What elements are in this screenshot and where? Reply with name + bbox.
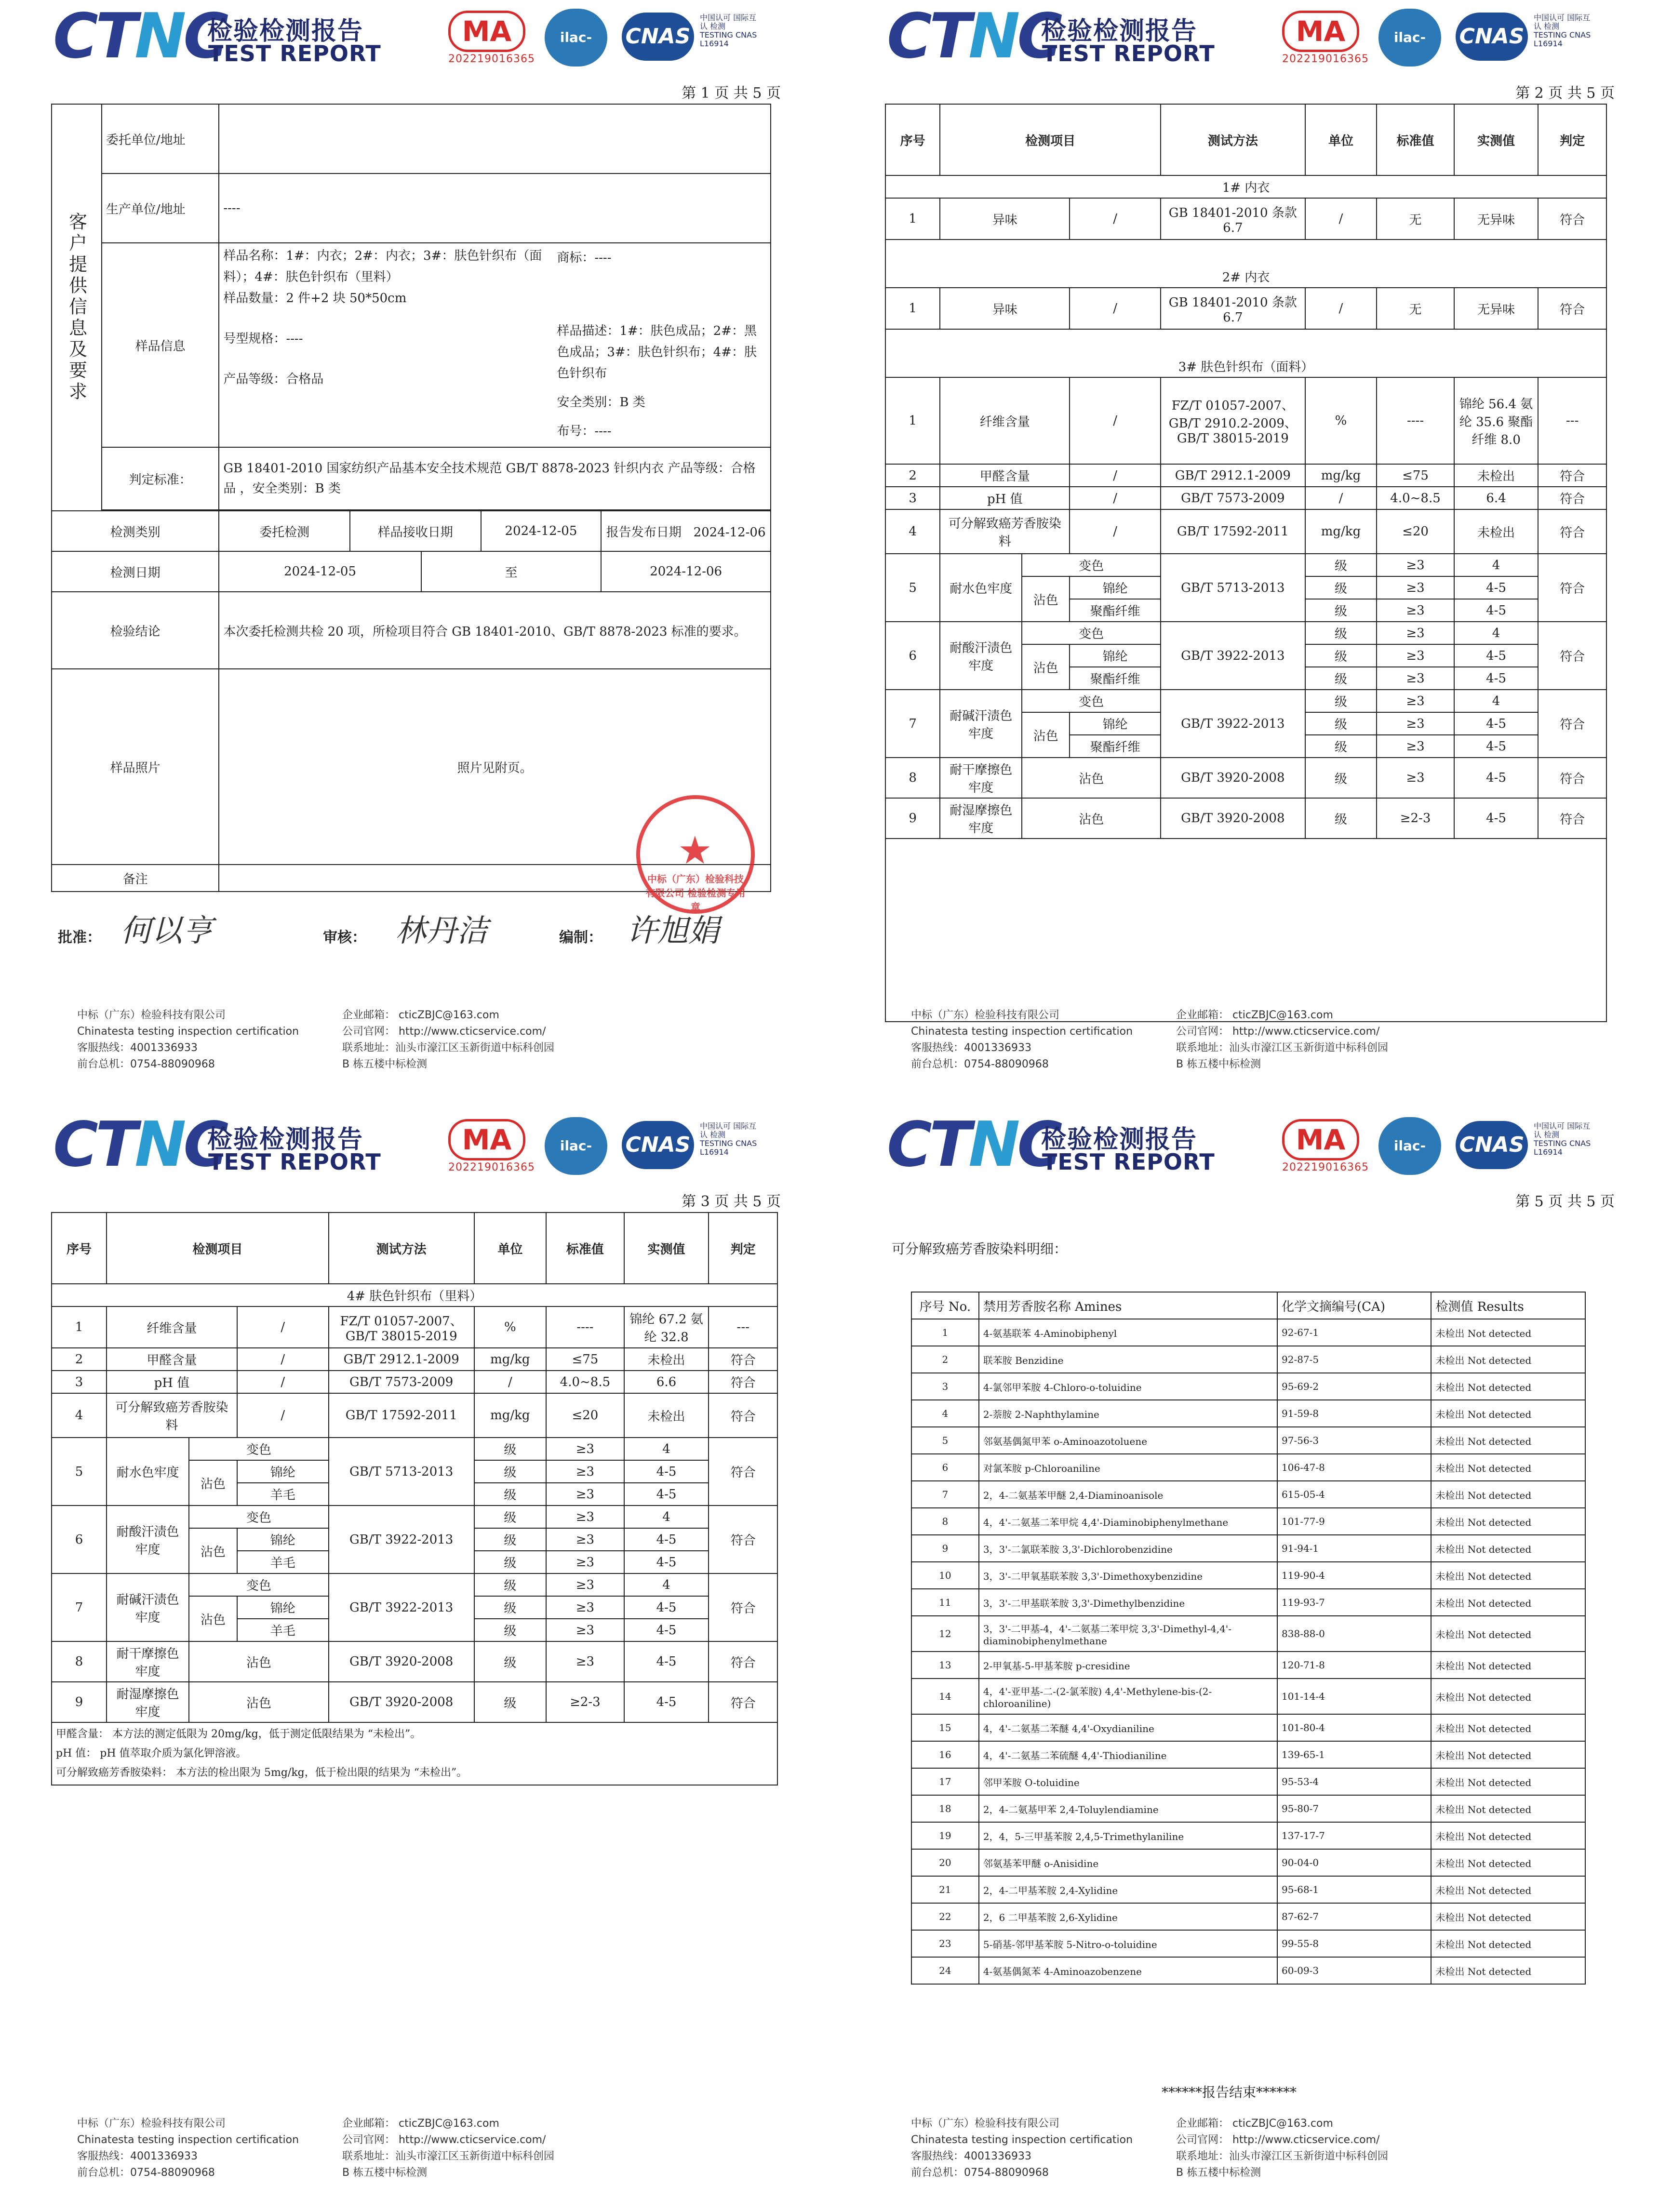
table-row: 11 3，3'-二甲基联苯胺 3,3'-Dimethylbenzidine 119-93-7 未检出 Not detected (911, 1589, 1585, 1616)
cma-number: 202219016365 (1282, 1161, 1369, 1173)
seal-star-icon: ★ (678, 828, 712, 873)
azo-intro: 可分解致癌芳香胺染料明细： (892, 1241, 1068, 1257)
cma-mark: MA (1282, 1119, 1359, 1160)
report-title-en: TEST REPORT (208, 1149, 381, 1175)
table-row: 6 对氯苯胺 p-Chloroaniline 106-47-8 未检出 Not detected (911, 1454, 1585, 1481)
ctnc-logo: CTNC (53, 1109, 226, 1181)
cma-mark: MA (448, 11, 525, 52)
report-title-cn: 检验检测报告 (1041, 17, 1198, 46)
page-number: 第 3 页 共 5 页 (682, 1193, 781, 1210)
table-row: 5 耐水色牢度 变色 GB/T 5713-2013 级 ≥3 4 符合 (52, 1438, 777, 1460)
report-title-en: TEST REPORT (1042, 1149, 1215, 1175)
cnas-mark: CNAS (622, 13, 694, 61)
table-row: 3 4-氯邻甲苯胺 4-Chloro-o-toluidine 95-69-2 未检出 Not detected (911, 1373, 1585, 1400)
cma-number: 202219016365 (1282, 53, 1369, 65)
standard-label: 判定标准： (102, 447, 219, 510)
product-grade: 产品等级：合格品 (223, 372, 324, 386)
table-row: 19 2，4，5-三甲基苯胺 2,4,5-Trimethylaniline 137-17-7 未检出 Not detected (911, 1822, 1585, 1849)
table-row: 18 2，4-二氨基甲苯 2,4-Toluylendiamine 95-80-7 未检出 Not detected (911, 1795, 1585, 1822)
conclusion-value: 本次委托检测共检 20 项，所检项目符合 GB 18401-2010、GB/T 8878-2023 标准的要求。 (219, 592, 771, 669)
sample-info-cell (219, 243, 771, 447)
cnas-mark: CNAS (1456, 13, 1528, 61)
table-row: 8 4，4'-二氨基二苯甲烷 4,4'-Diaminobiphenylmethane 101-77-9 未检出 Not detected (911, 1508, 1585, 1535)
table-row: 4 可分解致癌芳香胺染料 / GB/T 17592-2011 mg/kg ≤20 未检出 符合 (885, 509, 1606, 554)
table-row: 23 5-硝基-邻甲基苯胺 5-Nitro-o-toluidine 99-55-8 未检出 Not detected (911, 1930, 1585, 1957)
table-row: 13 2-甲氧基-5-甲基苯胺 p-cresidine 120-71-8 未检出 Not detected (911, 1652, 1585, 1679)
report-title-en: TEST REPORT (208, 40, 381, 67)
compile-signature: 许旭娟 (627, 913, 719, 949)
client-label: 委托单位/地址 (102, 104, 219, 173)
sample-4-header: 4# 肤色针织布（里料） (52, 1284, 777, 1306)
test-date-from: 2024-12-05 (219, 551, 421, 592)
trademark: 商标：---- (557, 251, 612, 265)
cma-mark: MA (1282, 11, 1359, 52)
cnas-caption: 中国认可 国际互认 检测 TESTING CNAS L16914 (700, 1121, 757, 1157)
test-date-label: 检测日期 (52, 551, 219, 592)
cnas-caption: 中国认可 国际互认 检测 TESTING CNAS L16914 (1534, 13, 1591, 48)
sample-desc: 样品描述：1#：肤色成品；2#：黑色成品；3#：肤色针织布；4#：肤色针织布 (557, 324, 757, 381)
approve-label: 批准： (58, 929, 101, 946)
seal-text: 中标（广东）检验科技有限公司 检验检测专用章 (645, 873, 746, 913)
sample-info-label: 样品信息 (102, 243, 219, 447)
table-row: 7 2，4-二氨基苯甲醚 2,4-Diaminoanisole 615-05-4 未检出 Not detected (911, 1481, 1585, 1508)
method-notes: 甲醛含量： 本方法的测定低限为 20mg/kg，低于测定低限结果为 “未检出”。 pH 值： pH 值萃取介质为氯化钾溶液。 可分解致癌芳香胺染料： 本方法的检出限为 5mg/kg，低于检出限的结果为 “未检出”。 (52, 1722, 777, 1785)
test-date-to: 2024-12-06 (601, 551, 771, 592)
ilac-mra-mark: ilac-MRA (545, 1117, 607, 1175)
cma-number: 202219016365 (448, 1161, 535, 1173)
sample-3-header: 3# 肤色针织布（面料） (885, 329, 1606, 377)
remark-label: 备注 (52, 865, 219, 892)
report-title-cn: 检验检测报告 (1041, 1125, 1198, 1154)
table-row: 16 4，4'-二氨基二苯硫醚 4,4'-Thiodianiline 139-65-1 未检出 Not detected (911, 1741, 1585, 1768)
report-page-3: CTNC 检验检测报告 TEST REPORT MA 202219016365 ilac-MRA CNAS 中国认可 国际互认 检测 TESTING CNAS L16914 第 3 页 共 5 页 序号 检测项目 测试方法 单位 标准值 实测值 判定 4# 肤色针织布（里料） 1 纤维含量 / FZ/T 01057-2007、GB/T 38015-2019 % ---- 锦纶 67.2 氨纶 32.8 --- 2 甲醛含量 / GB/T 2912.1-2009 mg/kg ≤75 未检出 符合 3 pH 值 / GB/T 7573-2009 / 4.0~8.5 6.6 符合 4 可分解致癌芳香胺染料 / GB/T 17592-2011 mg/kg ≤20 未检出 符合 5 耐水色牢度 变色 GB/T 5713-2013 级 ≥3 4 符合 沾色 锦纶 级 ≥3 4-5 羊毛 级 ≥3 4-5 6 耐酸汗渍色牢度 变色 GB/T 3922-2013 级 ≥3 4 符合 沾色 锦纶 级 ≥3 4-5 羊毛 级 ≥3 4-5 7 耐碱汗渍色牢度 变色 GB/T 3922-2013 级 ≥3 4 符合 沾色 锦纶 级 ≥3 4-5 羊毛 级 ≥3 4-5 8 耐干摩擦色牢度 沾色 GB/T 3920-2008 级 ≥3 4-5 符合 9 耐湿摩擦色牢度 沾色 GB/T 3920-2008 级 ≥2-3 4-5 符合 甲醛含量： 本方法的测定低限为 20mg/kg，低于测定低限结果为 “未检出”。 pH 值： pH 值萃取介质为氯化钾溶液。 可分解致癌芳香胺染料： 本方法的检出限为 5mg/kg，低于检出限的结果为 “未检出”。 中标（广东）检验科技有限公司 Chinatesta testing inspection certification 客服热线：4001336933 前台总机：0754-88090968 企业邮箱： cticZBJC@163.com 公司官网： http://www.cticservice.com/ 联系地址：汕头市濠江区玉新街道中标科创园 B 栋五楼中标检测 (0, 1108, 819, 2207)
test-date-to-word: 至 (421, 551, 602, 592)
table-row: 14 4，4'-亚甲基-二-(2-氯苯胺) 4,4'-Methylene-bis-(2-chloroaniline) 101-14-4 未检出 Not detected (911, 1679, 1585, 1714)
table-row: 12 3，3'-二甲基-4，4'-二氨基二苯甲烷 3,3'-Dimethyl-4,4'-diaminobiphenylmethane 838-88-0 未检出 Not detected (911, 1616, 1585, 1652)
receive-date-value: 2024-12-05 (481, 511, 602, 551)
table-row: 8 耐干摩擦色牢度 沾色 GB/T 3920-2008 级 ≥3 4-5 符合 (885, 758, 1606, 798)
ilac-mra-mark: ilac-MRA (545, 9, 607, 67)
official-seal (636, 795, 755, 914)
ctnc-logo: CTNC (887, 0, 1060, 72)
table-row: 2 甲醛含量 / GB/T 2912.1-2009 mg/kg ≤75 未检出 符合 (52, 1348, 777, 1371)
sample-2-header: 2# 内衣 (885, 240, 1606, 288)
producer-value: ---- (219, 173, 771, 243)
table-row: 1 异味 / GB 18401-2010 条款 6.7 / 无 无异味 符合 (885, 198, 1606, 240)
review-signature: 林丹洁 (395, 913, 488, 949)
page-number: 第 5 页 共 5 页 (1515, 1193, 1615, 1210)
table-row: 6 耐酸汗渍色牢度 变色 GB/T 3922-2013 级 ≥3 4 符合 (52, 1506, 777, 1528)
ilac-mra-mark: ilac-MRA (1378, 1117, 1441, 1175)
table-row: 3 pH 值 / GB/T 7573-2009 / 4.0~8.5 6.6 符合 (52, 1371, 777, 1393)
report-page-1: CTNC 检验检测报告 TEST REPORT MA 202219016365 ilac-MRA CNAS 中国认可 国际互认 检测 TESTING CNAS L16914 第 1 页 共 5 页 客户提供信息及要求 委托单位/地址 生产单位/地址 ---- 样品信息 样品名称：1#：内衣；2#：内衣；3#：肤色针织布（面料）；4#：肤色针织布（里料） 商标：---- 样品数量：2 件+2 块 50*50cm 样品描述：1#：肤色成品；2#：黑色成品；3#：肤色针织布；4#：肤色针织布 号型规格：---- 产品等级：合格品 安全类别：B 类 布号：---- 判定标准： GB 18401-2010 国家纺织产品基本安全技术规范 GB/T 8878-2023 针织内衣 产品等级：合格品 ，安全类别：B 类 检测类别 委托检测 样品接收日期 2024-12-05 报告发布日期 2024-12-06 检测日期 2024-12-05 至 2024-12-06 检验结论 本次委托检测共检 20 项，所检项目符合 GB 18401-2010、GB/T 8878-2023 标准的要求。 样品照片 照片见附页。 备注 批准： 何以亨 审核： 林丹洁 编制： 许旭娟 ★ 中标（广东）检验科技有限公司 检验检测专用章 中标（广东）检验科技有限公司 Chinatesta testing inspection certification 客服热线：4001336933 前台总机：0754-88090968 企业邮箱： cticZBJC@163.com 公司官网： http://www.cticservice.com/ 联系地址：汕头市濠江区玉新街道中标科创园 B 栋五楼中标检测 (0, 0, 819, 1099)
page-number: 第 2 页 共 5 页 (1515, 85, 1615, 102)
photo-label: 样品照片 (52, 669, 219, 865)
conclusion-label: 检验结论 (52, 592, 219, 669)
report-page-5: CTNC 检验检测报告 TEST REPORT MA 202219016365 ilac-MRA CNAS 中国认可 国际互认 检测 TESTING CNAS L16914 第 5 页 共 5 页 可分解致癌芳香胺染料明细： 序号 No. 禁用芳香胺名称 Amines 化学文摘编号(CA) 检测值 Results 1 4-氨基联苯 4-Aminobiphenyl 92-67-1 未检出 Not detected 2 联苯胺 Benzidine 92-87-5 未检出 Not detected 3 4-氯邻甲苯胺 4-Chloro-o-toluidine 95-69-2 未检出 Not detected 4 2-萘胺 2-Naphthylamine 91-59-8 未检出 Not detected 5 邻氨基偶氮甲苯 o-Aminoazotoluene 97-56-3 未检出 Not detected 6 对氯苯胺 p-Chloroaniline 106-47-8 未检出 Not detected 7 2，4-二氨基苯甲醚 2,4-Diaminoanisole 615-05-4 未检出 Not detected 8 4，4'-二氨基二苯甲烷 4,4'-Diaminobiphenylmethane 101-77-9 未检出 Not detected 9 3，3'-二氯联苯胺 3,3'-Dichlorobenzidine 91-94-1 未检出 Not detected 10 3，3'-二甲氧基联苯胺 3,3'-Dimethoxybenzidine 119-90-4 未检出 Not detected 11 3，3'-二甲基联苯胺 3,3'-Dimethylbenzidine 119-93-7 未检出 Not detected 12 3，3'-二甲基-4，4'-二氨基二苯甲烷 3,3'-Dimethyl-4,4'-diaminobiphenylmethane 838-88-0 未检出 Not detected 13 2-甲氧基-5-甲基苯胺 p-cresidine 120-71-8 未检出 Not detected 14 4，4'-亚甲基-二-(2-氯苯胺) 4,4'-Methylene-bis-(2-chloroaniline) 101-14-4 未检出 Not detected 15 4，4'-二氨基二苯醚 4,4'-Oxydianiline 101-80-4 未检出 Not detected 16 4，4'-二氨基二苯硫醚 4,4'-Thiodianiline 139-65-1 未检出 Not detected 17 邻甲苯胺 O-toluidine 95-53-4 未检出 Not detected 18 2，4-二氨基甲苯 2,4-Toluylendiamine 95-80-7 未检出 Not detected 19 2，4，5-三甲基苯胺 2,4,5-Trimethylaniline 137-17-7 未检出 Not detected 20 邻氨基苯甲醚 o-Anisidine 90-04-0 未检出 Not detected 21 2，4-二甲基苯胺 2,4-Xylidine 95-68-1 未检出 Not detected 22 2，6 二甲基苯胺 2,6-Xylidine 87-62-7 未检出 Not detected 23 5-硝基-邻甲基苯胺 5-Nitro-o-toluidine 99-55-8 未检出 Not detected 24 4-氨基偶氮苯 4-Aminoazobenzene 60-09-3 未检出 Not detected ******报告结束****** 中标（广东）检验科技有限公司 Chinatesta testing inspection certification 客服热线：4001336933 前台总机：0754-88090968 企业邮箱： cticZBJC@163.com 公司官网： http://www.cticservice.com/ 联系地址：汕头市濠江区玉新街道中标科创园 B 栋五楼中标检测 (834, 1108, 1653, 2207)
ctnc-logo: CTNC (53, 0, 226, 72)
table-row: 20 邻氨基苯甲醚 o-Anisidine 90-04-0 未检出 Not detected (911, 1849, 1585, 1876)
approve-signature: 何以亨 (120, 913, 213, 949)
cma-number: 202219016365 (448, 53, 535, 65)
compile-label: 编制： (559, 929, 602, 946)
table-row: 9 耐湿摩擦色牢度 沾色 GB/T 3920-2008 级 ≥2-3 4-5 符合 (52, 1682, 777, 1722)
review-label: 审核： (323, 929, 366, 946)
table-row: 6 耐酸汗渍色牢度 变色 GB/T 3922-2013 级 ≥3 4 符合 (885, 622, 1606, 644)
table-row: 5 邻氨基偶氮甲苯 o-Aminoazotoluene 97-56-3 未检出 Not detected (911, 1427, 1585, 1454)
table-row: 5 耐水色牢度 变色 GB/T 5713-2013 级 ≥3 4 符合 (885, 554, 1606, 576)
sample-name: 样品名称：1#：内衣；2#：内衣；3#：肤色针织布（面料）；4#：肤色针织布（里料） (223, 249, 542, 284)
producer-label: 生产单位/地址 (102, 173, 219, 243)
cnas-caption: 中国认可 国际互认 检测 TESTING CNAS L16914 (1534, 1121, 1591, 1157)
section-label-cell: 客户提供信息及要求 (52, 104, 102, 511)
report-end: ******报告结束****** (1162, 2084, 1297, 2100)
table-row: 3 pH 值 / GB/T 7573-2009 / 4.0~8.5 6.4 符合 (885, 487, 1606, 509)
amine-table: 序号 No. 禁用芳香胺名称 Amines 化学文摘编号(CA) 检测值 Results 1 4-氨基联苯 4-Aminobiphenyl 92-67-1 未检出 Not detected 2 联苯胺 Benzidine 92-87-5 未检出 Not detected 3 4-氯邻甲苯胺 4-Chloro-o-toluidine 95-69-2 未检出 Not detected 4 2-萘胺 2-Naphthylamine 91-59-8 未检出 Not detected 5 邻氨基偶氮甲苯 o-Aminoazotoluene 97-56-3 未检出 Not detected 6 对氯苯胺 p-Chloroaniline 106-47-8 未检出 Not detected 7 2，4-二氨基苯甲醚 2,4-Diaminoanisole 615-05-4 未检出 Not detected 8 4，4'-二氨基二苯甲烷 4,4'-Diaminobiphenylmethane 101-77-9 未检出 Not detected 9 3，3'-二氯联苯胺 3,3'-Dichlorobenzidine 91-94-1 未检出 Not detected 10 3，3'-二甲氧基联苯胺 3,3'-Dimethoxybenzidine 119-90-4 未检出 Not detected 11 3，3'-二甲基联苯胺 3,3'-Dimethylbenzidine 119-93-7 未检出 Not detected 12 3，3'-二甲基-4，4'-二氨基二苯甲烷 3,3'-Dimethyl-4,4'-diaminobiphenylmethane 838-88-0 未检出 Not detected 13 2-甲氧基-5-甲基苯胺 p-cresidine 120-71-8 未检出 Not detected 14 4，4'-亚甲基-二-(2-氯苯胺) 4,4'-Methylene-bis-(2-chloroaniline) 101-14-4 未检出 Not detected 15 4，4'-二氨基二苯醚 4,4'-Oxydianiline 101-80-4 未检出 Not detected 16 4，4'-二氨基二苯硫醚 4,4'-Thiodianiline 139-65-1 未检出 Not detected 17 邻甲苯胺 O-toluidine 95-53-4 未检出 Not detected 18 2，4-二氨基甲苯 2,4-Toluylendiamine 95-80-7 未检出 Not detected 19 2，4，5-三甲基苯胺 2,4,5-Trimethylaniline 137-17-7 未检出 Not detected 20 邻氨基苯甲醚 o-Anisidine 90-04-0 未检出 Not detected 21 2，4-二甲基苯胺 2,4-Xylidine 95-68-1 未检出 Not detected 22 2，6 二甲基苯胺 2,6-Xylidine 87-62-7 未检出 Not detected 23 5-硝基-邻甲基苯胺 5-Nitro-o-toluidine 99-55-8 未检出 Not detected 24 4-氨基偶氮苯 4-Aminoazobenzene 60-09-3 未检出 Not detected (911, 1292, 1586, 1985)
standard-value: GB 18401-2010 国家纺织产品基本安全技术规范 GB/T 8878-2023 针织内衣 产品等级：合格品 ，安全类别：B 类 (219, 447, 771, 510)
table-row: 21 2，4-二甲基苯胺 2,4-Xylidine 95-68-1 未检出 Not detected (911, 1876, 1585, 1903)
results-table-samples-1-3: 序号 检测项目 测试方法 单位 标准值 实测值 判定 1# 内衣 1 异味 / GB 18401-2010 条款 6.7 / 无 无异味 符合 2# 内衣 1 异味 / GB 18401-2010 条款 6.7 / 无 无异味 符合 3# 肤色针织布（面料） 1 纤维含量 / FZ/T 01057-2007、GB/T 2910.2-2009、GB/T 38015-2019 % ---- 锦纶 56.4 氨纶 35.6 聚酯纤维 8.0 --- 2 甲醛含量 / GB/T 2912.1-2009 mg/kg ≤75 未检出 符合 3 pH 值 / GB/T 7573-2009 / 4.0~8.5 6.4 符合 4 可分解致癌芳香胺染料 / GB/T 17592-2011 mg/kg ≤20 未检出 符合 5 耐水色牢度 变色 GB/T 5713-2013 级 ≥3 4 符合 沾色 锦纶 级 ≥3 4-5 聚酯纤维 级 ≥3 4-5 6 耐酸汗渍色牢度 变色 GB/T 3922-2013 级 ≥3 4 符合 沾色 锦纶 级 ≥3 4-5 聚酯纤维 级 ≥3 4-5 7 耐碱汗渍色牢度 变色 GB/T 3922-2013 级 ≥3 4 符合 沾色 锦纶 级 ≥3 4-5 聚酯纤维 级 ≥3 4-5 8 耐干摩擦色牢度 沾色 GB/T 3920-2008 级 ≥3 4-5 符合 9 耐湿摩擦色牢度 沾色 GB/T 3920-2008 级 ≥2-3 4-5 符合 (885, 104, 1607, 1022)
table-row: 15 4，4'-二氨基二苯醚 4,4'-Oxydianiline 101-80-4 未检出 Not detected (911, 1714, 1585, 1741)
table-row: 4 可分解致癌芳香胺染料 / GB/T 17592-2011 mg/kg ≤20 未检出 符合 (52, 1393, 777, 1438)
report-title-cn: 检验检测报告 (207, 17, 364, 46)
table-row: 1 纤维含量 / FZ/T 01057-2007、GB/T 2910.2-2009、GB/T 38015-2019 % ---- 锦纶 56.4 氨纶 35.6 聚酯纤维 8.0 --- (885, 377, 1606, 464)
table-row: 4 2-萘胺 2-Naphthylamine 91-59-8 未检出 Not detected (911, 1400, 1585, 1427)
issue-date-cell: 报告发布日期 2024-12-06 (601, 511, 771, 551)
table-row: 1 纤维含量 / FZ/T 01057-2007、GB/T 38015-2019 % ---- 锦纶 67.2 氨纶 32.8 --- (52, 1306, 777, 1348)
table-row: 10 3，3'-二甲氧基联苯胺 3,3'-Dimethoxybenzidine 119-90-4 未检出 Not detected (911, 1562, 1585, 1589)
table-row: 9 3，3'-二氯联苯胺 3,3'-Dichlorobenzidine 91-94-1 未检出 Not detected (911, 1535, 1585, 1562)
table-row: 2 甲醛含量 / GB/T 2912.1-2009 mg/kg ≤75 未检出 符合 (885, 464, 1606, 487)
table-row: 22 2，6 二甲基苯胺 2,6-Xylidine 87-62-7 未检出 Not detected (911, 1903, 1585, 1930)
table-row: 7 耐碱汗渍色牢度 变色 GB/T 3922-2013 级 ≥3 4 符合 (52, 1573, 777, 1596)
model-spec: 号型规格：---- (223, 332, 303, 346)
client-value (219, 104, 771, 173)
table-row: 24 4-氨基偶氮苯 4-Aminoazobenzene 60-09-3 未检出 Not detected (911, 1957, 1585, 1984)
ilac-mra-mark: ilac-MRA (1378, 9, 1441, 67)
page-number: 第 1 页 共 5 页 (682, 85, 781, 102)
test-type-label: 检测类别 (52, 511, 219, 551)
results-table-sample-4: 序号 检测项目 测试方法 单位 标准值 实测值 判定 4# 肤色针织布（里料） 1 纤维含量 / FZ/T 01057-2007、GB/T 38015-2019 % ---- 锦纶 67.2 氨纶 32.8 --- 2 甲醛含量 / GB/T 2912.1-2009 mg/kg ≤75 未检出 符合 3 pH 值 / GB/T 7573-2009 / 4.0~8.5 6.6 符合 4 可分解致癌芳香胺染料 / GB/T 17592-2011 mg/kg ≤20 未检出 符合 5 耐水色牢度 变色 GB/T 5713-2013 级 ≥3 4 符合 沾色 锦纶 级 ≥3 4-5 羊毛 级 ≥3 4-5 6 耐酸汗渍色牢度 变色 GB/T 3922-2013 级 ≥3 4 符合 沾色 锦纶 级 ≥3 4-5 羊毛 级 ≥3 4-5 7 耐碱汗渍色牢度 变色 GB/T 3922-2013 级 ≥3 4 符合 沾色 锦纶 级 ≥3 4-5 羊毛 级 ≥3 4-5 8 耐干摩擦色牢度 沾色 GB/T 3920-2008 级 ≥3 4-5 符合 9 耐湿摩擦色牢度 沾色 GB/T 3920-2008 级 ≥2-3 4-5 符合 甲醛含量： 本方法的测定低限为 20mg/kg，低于测定低限结果为 “未检出”。 pH 值： pH 值萃取介质为氯化钾溶液。 可分解致癌芳香胺染料： 本方法的检出限为 5mg/kg，低于检出限的结果为 “未检出”。 (51, 1212, 778, 1786)
client-info-table (51, 104, 771, 892)
table-row: 1 异味 / GB 18401-2010 条款 6.7 / 无 无异味 符合 (885, 288, 1606, 329)
safety-class: 安全类别：B 类 (557, 395, 645, 410)
test-type-value: 委托检测 (219, 511, 350, 551)
report-title-en: TEST REPORT (1042, 40, 1215, 67)
receive-date-label: 样品接收日期 (350, 511, 481, 551)
table-row: 1 4-氨基联苯 4-Aminobiphenyl 92-67-1 未检出 Not detected (911, 1319, 1585, 1346)
table-row: 7 耐碱汗渍色牢度 变色 GB/T 3922-2013 级 ≥3 4 符合 (885, 690, 1606, 712)
sample-1-header: 1# 内衣 (885, 175, 1606, 198)
fabric-no: 布号：---- (557, 424, 612, 439)
table-row: 8 耐干摩擦色牢度 沾色 GB/T 3920-2008 级 ≥3 4-5 符合 (52, 1641, 777, 1682)
report-title-cn: 检验检测报告 (207, 1125, 364, 1154)
table-row: 9 耐湿摩擦色牢度 沾色 GB/T 3920-2008 级 ≥2-3 4-5 符合 (885, 798, 1606, 839)
cnas-mark: CNAS (622, 1121, 694, 1169)
table-row: 17 邻甲苯胺 O-toluidine 95-53-4 未检出 Not detected (911, 1768, 1585, 1795)
report-page-2: CTNC 检验检测报告 TEST REPORT MA 202219016365 ilac-MRA CNAS 中国认可 国际互认 检测 TESTING CNAS L16914 第 2 页 共 5 页 序号 检测项目 测试方法 单位 标准值 实测值 判定 1# 内衣 1 异味 / GB 18401-2010 条款 6.7 / 无 无异味 符合 2# 内衣 1 异味 / GB 18401-2010 条款 6.7 / 无 无异味 符合 3# 肤色针织布（面料） 1 纤维含量 / FZ/T 01057-2007、GB/T 2910.2-2009、GB/T 38015-2019 % ---- 锦纶 56.4 氨纶 35.6 聚酯纤维 8.0 --- 2 甲醛含量 / GB/T 2912.1-2009 mg/kg ≤75 未检出 符合 3 pH 值 / GB/T 7573-2009 / 4.0~8.5 6.4 符合 4 可分解致癌芳香胺染料 / GB/T 17592-2011 mg/kg ≤20 未检出 符合 5 耐水色牢度 变色 GB/T 5713-2013 级 ≥3 4 符合 沾色 锦纶 级 ≥3 4-5 聚酯纤维 级 ≥3 4-5 6 耐酸汗渍色牢度 变色 GB/T 3922-2013 级 ≥3 4 符合 沾色 锦纶 级 ≥3 4-5 聚酯纤维 级 ≥3 4-5 7 耐碱汗渍色牢度 变色 GB/T 3922-2013 级 ≥3 4 符合 沾色 锦纶 级 ≥3 4-5 聚酯纤维 级 ≥3 4-5 8 耐干摩擦色牢度 沾色 GB/T 3920-2008 级 ≥3 4-5 符合 9 耐湿摩擦色牢度 沾色 GB/T 3920-2008 级 ≥2-3 4-5 符合 中标（广东）检验科技有限公司 Chinatesta testing inspection certification 客服热线：4001336933 前台总机：0754-88090968 企业邮箱： cticZBJC@163.com 公司官网： http://www.cticservice.com/ 联系地址：汕头市濠江区玉新街道中标科创园 B 栋五楼中标检测 (834, 0, 1653, 1099)
cma-mark: MA (448, 1119, 525, 1160)
ctnc-logo: CTNC (887, 1109, 1060, 1181)
photo-value: 照片见附页。 (219, 669, 771, 865)
cnas-caption: 中国认可 国际互认 检测 TESTING CNAS L16914 (700, 13, 757, 48)
table-row: 2 联苯胺 Benzidine 92-87-5 未检出 Not detected (911, 1346, 1585, 1373)
cnas-mark: CNAS (1456, 1121, 1528, 1169)
sample-qty: 样品数量：2 件+2 块 50*50cm (223, 291, 407, 306)
